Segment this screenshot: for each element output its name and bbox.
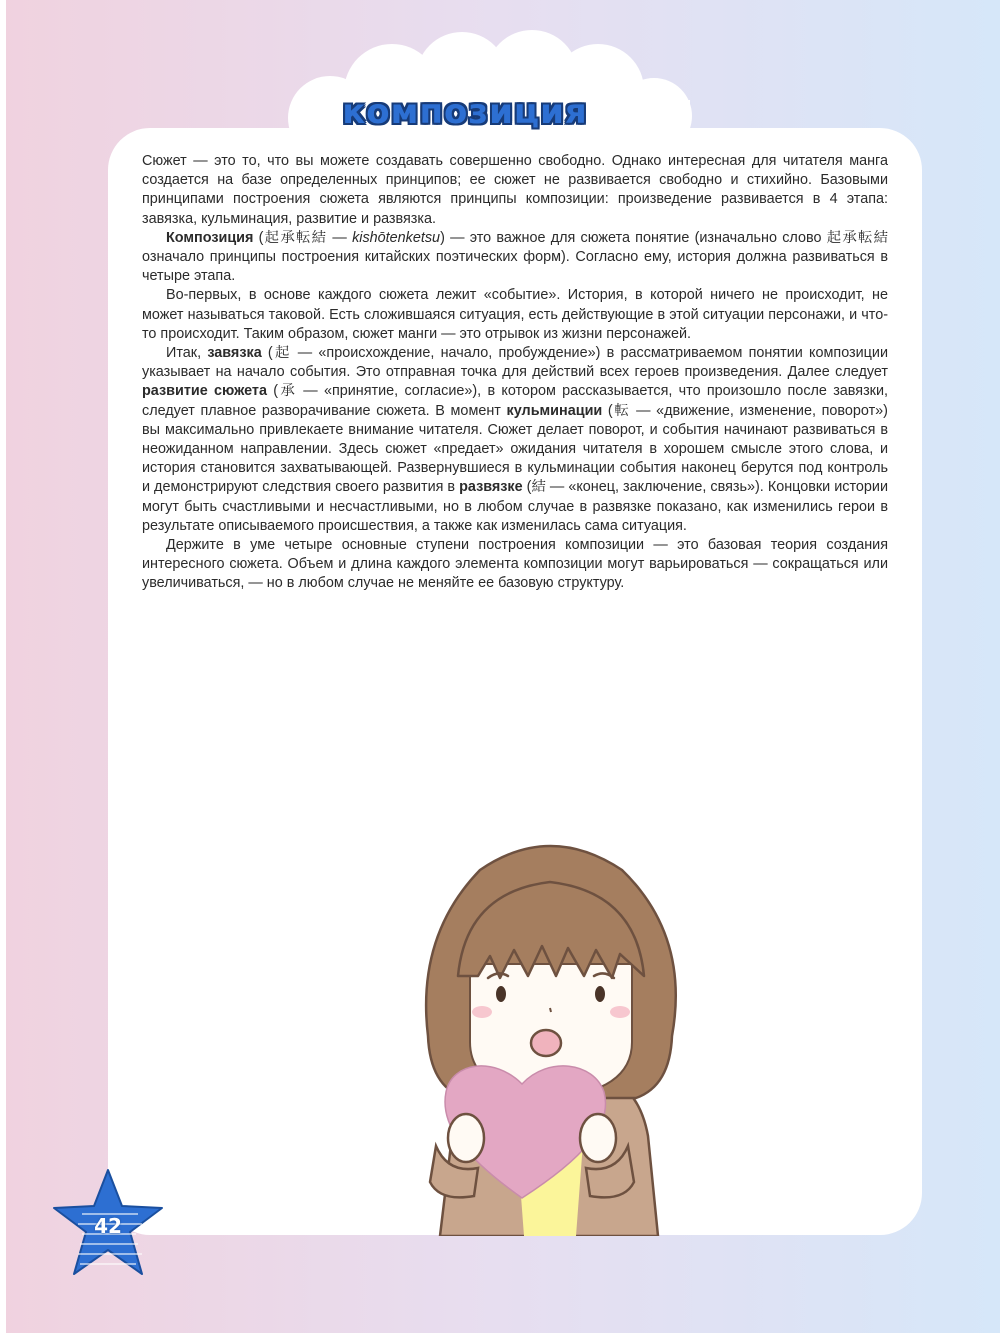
page-title: композиция	[342, 92, 588, 132]
term-romaji: kishōtenketsu	[352, 229, 441, 246]
paragraph-conclusion: Держите в уме четыре основные ступени построения композиции — это базовая теория создания интересного сюжета. Объем и длина каждого элемента композиции могут варьироваться — сокращаться или увеличиваться, — но в любом случае не меняйте ее базовую структуру.	[142, 537, 888, 592]
paragraph-intro: Сюжет — это то, что вы можете создавать совершенно свободно. Однако интересная для читателя манга создается на базе определенных принципов; ее сюжет не развивается свободно и стихийно. Базовыми принципами построения сюжета являются принципы композиции: произведение развивается в 4 этапа: завязка, кульминация, развитие и развязка.	[142, 153, 888, 227]
term-kulminatsiya: кульминации	[506, 402, 603, 419]
left-hand	[448, 1114, 484, 1162]
mouth	[531, 1030, 561, 1056]
term-composition: Композиция	[166, 229, 254, 246]
paragraph-stages: Итак, завязка (起 — «происхождение, начало, пробуждение») в рассматриваемом понятии композиции указывает на начало события. Это отправная точка для действий всех героев произведения. Далее следует развитие сюжета (承 — «принятие, согласие»), в котором рассказывается, что произошло после завязки, следует плавное разворачивание сюжета. В момент кульминации (転 — «движение, изменение, поворот») вы максимально привлекаете внимание читателя. Сюжет делает поворот, и события начинают развиваться в неожиданном направлении. Здесь сюжет «предает» ожидания читателя в хорошем смысле этого слова, и история становится захватывающей. Развернувшиеся в кульминации события наконец берутся под контроль и демонстрируют следствия своего развития в развязке (結 — «конец, заключение, связь»). Концовки истории могут быть счастливыми и несчастливыми, но в любом случае в развязке показано, как изменились герои в результате описываемого происшествия, а также как изменилась сама ситуация.	[142, 345, 888, 534]
right-eye	[595, 986, 605, 1002]
paragraph-composition: Композиция (起承転結 — kishōtenketsu) — это важное для сюжета понятие (изначально слово 起承転結 означало принципы построения китайских поэтических форм). Согласно ему, история должна развиваться в четыре этапа.	[142, 229, 888, 285]
page-number: 42	[94, 1214, 122, 1238]
left-eye	[496, 986, 506, 1002]
term-zavyazka: завязка	[207, 345, 262, 362]
term-razvitie: развитие сюжета	[142, 383, 267, 400]
paragraph-event: Во-первых, в основе каждого сюжета лежит «событие». История, в которой ничего не происходит, не может называться таковой. Есть сложившаяся ситуация, есть действующие в этой ситуации персонажи, и что-то происходит. Таким образом, сюжет манги — это отрывок из жизни персонажей.	[142, 287, 888, 342]
left-cheek	[472, 1006, 492, 1018]
article-body	[142, 152, 888, 594]
term-razvyazka: развязке	[459, 479, 523, 496]
right-cheek	[610, 1006, 630, 1018]
right-hand	[580, 1114, 616, 1162]
nose	[550, 1008, 551, 1012]
girl-holding-heart-illustration	[400, 836, 700, 1236]
